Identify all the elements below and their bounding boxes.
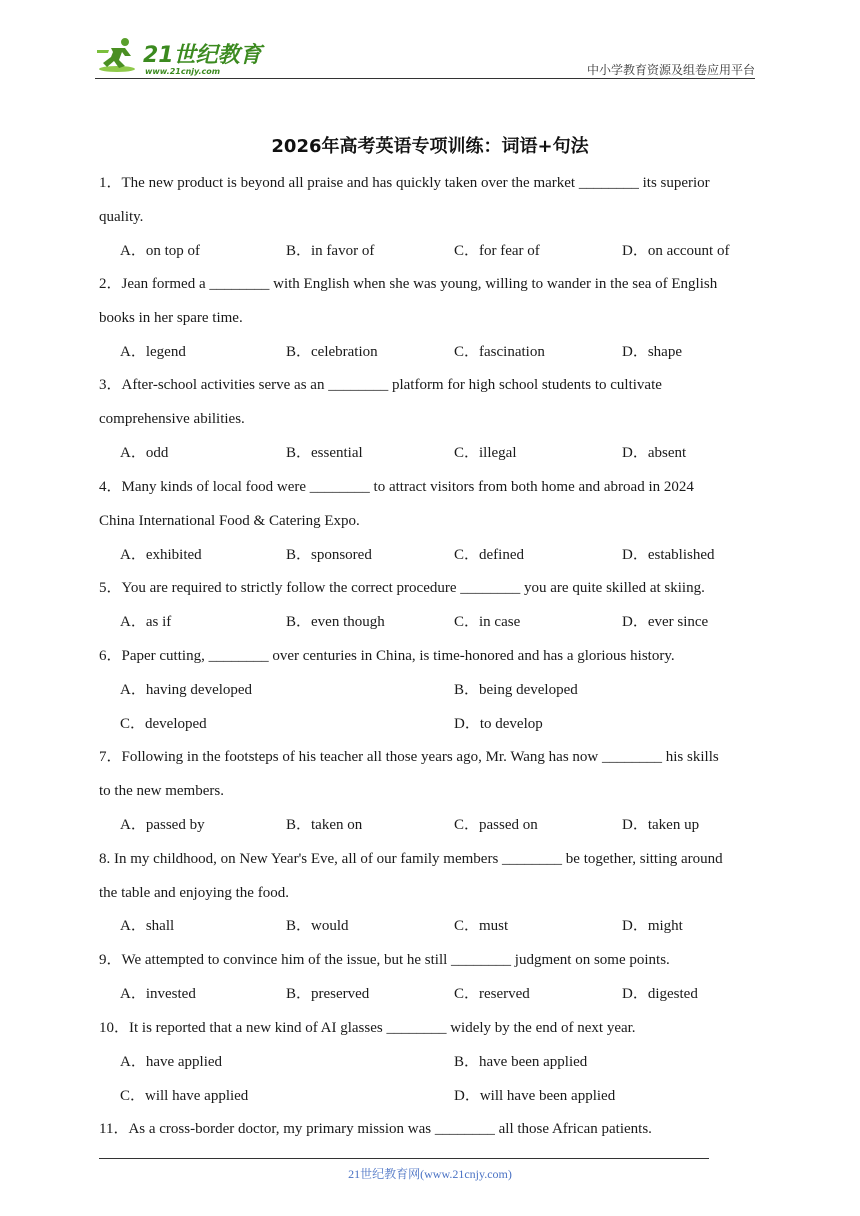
question-3-line2: comprehensive abilities. — [99, 411, 245, 427]
question-2-option-b: B．celebration — [286, 344, 378, 360]
question-6-option-a: A．having developed — [120, 682, 253, 698]
platform-name: 中小学教育资源及组卷应用平台 — [586, 63, 755, 77]
question-1-line1: 1．The new product is beyond all praise and has quickly taken over the market ________ its superior — [99, 175, 710, 191]
question-5-option-a: A．as if — [120, 614, 172, 630]
question-2-option-c: C．fascination — [454, 344, 545, 360]
footer-link[interactable]: 21世纪教育网(www.21cnjy.com) — [348, 1167, 512, 1181]
question-6-option-b: B．being developed — [454, 682, 578, 698]
question-8-option-b: B．would — [286, 918, 349, 934]
question-8-line1: 8. In my childhood, on New Year's Eve, all of our family members ________ be together, sitting around — [99, 851, 723, 867]
question-8-option-d: D．might — [622, 918, 683, 934]
question-1-line2: quality. — [99, 209, 144, 225]
question-9-option-a: A．invested — [120, 986, 196, 1002]
question-10-option-b: B．have been applied — [454, 1054, 588, 1070]
question-7-option-b: B．taken on — [286, 817, 363, 833]
question-4-line2: China International Food & Catering Expo. — [99, 513, 360, 529]
question-7-option-d: D．taken up — [622, 817, 700, 833]
question-1-option-c: C．for fear of — [454, 243, 540, 259]
question-7-line2: to the new members. — [99, 783, 224, 799]
question-10-line1: 10．It is reported that a new kind of AI glasses ________ widely by the end of next year. — [99, 1020, 636, 1036]
question-1-option-a: A．on top of — [120, 243, 200, 259]
question-10-option-c: C．will have applied — [120, 1088, 249, 1104]
question-2-line2: books in her spare time. — [99, 310, 243, 326]
logo-text: 21世纪教育 — [143, 43, 262, 68]
question-2-option-a: A．legend — [120, 344, 186, 360]
question-4-option-d: D．established — [622, 547, 715, 563]
question-3-option-c: C．illegal — [454, 445, 517, 461]
question-3-option-a: A．odd — [120, 445, 169, 461]
question-5-line1: 5．You are required to strictly follow the correct procedure ________ you are quite skilled at skiing. — [99, 580, 705, 596]
logo-url: www.21cnjy.com — [145, 67, 221, 76]
question-5-option-b: B．even though — [286, 614, 385, 630]
question-5-option-d: D．ever since — [622, 614, 709, 630]
question-4-option-c: C．defined — [454, 547, 524, 563]
question-5-option-c: C．in case — [454, 614, 521, 630]
question-4-line1: 4．Many kinds of local food were ________ to attract visitors from both home and abroad in 2024 — [99, 479, 694, 495]
question-1-option-d: D．on account of — [622, 243, 730, 259]
question-6-option-c: C．developed — [120, 716, 207, 732]
question-3-line1: 3．After-school activities serve as an ________ platform for high school students to cultivate — [99, 377, 662, 393]
page-header — [95, 30, 755, 78]
question-11-line1: 11．As a cross-border doctor, my primary mission was ________ all those African patients. — [99, 1121, 652, 1137]
question-8-option-c: C．must — [454, 918, 509, 934]
question-3-option-d: D．absent — [622, 445, 687, 461]
question-6-option-d: D．to develop — [454, 716, 543, 732]
question-9-line1: 9．We attempted to convince him of the issue, but he still ________ judgment on some points. — [99, 952, 670, 968]
question-2-option-d: D．shape — [622, 344, 682, 360]
question-7-option-a: A．passed by — [120, 817, 205, 833]
question-10-option-d: D．will have been applied — [454, 1088, 616, 1104]
footer-divider — [99, 1158, 709, 1159]
question-7-option-c: C．passed on — [454, 817, 538, 833]
question-1-option-b: B．in favor of — [286, 243, 375, 259]
question-8-option-a: A．shall — [120, 918, 175, 934]
header-divider — [95, 78, 755, 79]
question-4-option-b: B．sponsored — [286, 547, 372, 563]
site-logo — [95, 36, 270, 76]
question-2-line1: 2．Jean formed a ________ with English when she was young, willing to wander in the sea of English — [99, 276, 718, 292]
question-9-option-d: D．digested — [622, 986, 698, 1002]
question-4-option-a: A．exhibited — [120, 547, 202, 563]
question-10-option-a: A．have applied — [120, 1054, 223, 1070]
question-6-line1: 6．Paper cutting, ________ over centuries in China, is time-honored and has a glorious history. — [99, 648, 675, 664]
question-9-option-c: C．reserved — [454, 986, 530, 1002]
question-9-option-b: B．preserved — [286, 986, 370, 1002]
page-title: 2026年高考英语专项训练：词语+句法 — [271, 136, 589, 157]
question-7-line1: 7．Following in the footsteps of his teacher all those years ago, Mr. Wang has now ________ his skills — [99, 749, 719, 765]
question-8-line2: the table and enjoying the food. — [99, 885, 289, 901]
question-3-option-b: B．essential — [286, 445, 363, 461]
